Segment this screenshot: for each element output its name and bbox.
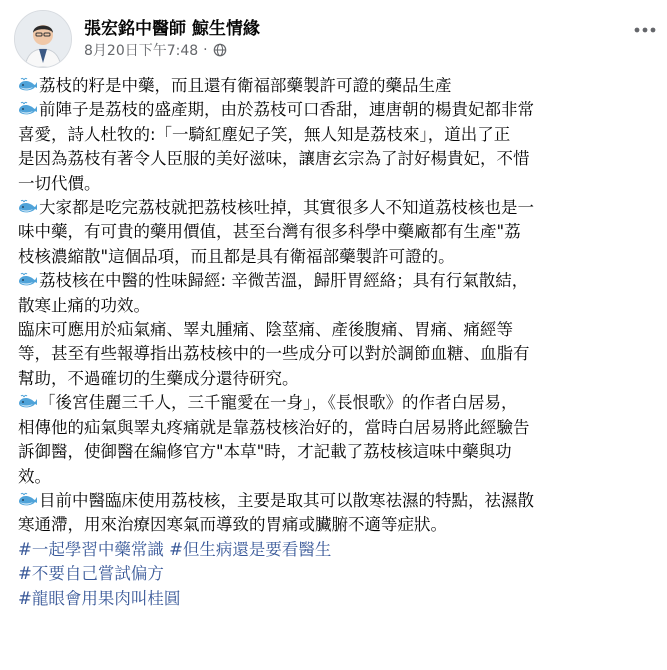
- author-avatar[interactable]: [14, 10, 72, 68]
- hashtag-link[interactable]: #不要自己嘗試偏方: [18, 564, 164, 584]
- post-paragraph: [18, 489, 658, 538]
- text-line-content: 味中藥，有可貴的藥用價值，甚至台灣有很多科學中藥廠都有生產"荔: [18, 222, 521, 242]
- text-line: [18, 416, 658, 440]
- post-paragraph: [18, 391, 658, 489]
- text-line-content: 一切代價。: [18, 173, 101, 193]
- text-line: [18, 318, 658, 342]
- text-line-content: 「後宮佳麗三千人，三千寵愛在一身」，《長恨歌》的作者白居易，: [39, 393, 518, 413]
- post-paragraph: [18, 196, 658, 269]
- text-line: [18, 367, 658, 391]
- text-line-content: 訴御醫，使御醫在編修官方"本草"時，才記載了荔枝核這味中藥與功: [18, 442, 512, 462]
- text-line: [18, 98, 658, 122]
- avatar-portrait: [15, 11, 71, 67]
- text-line-content: 喜愛，詩人杜牧的:「一騎紅塵妃子笑，無人知是荔枝來」，道出了正: [18, 124, 511, 144]
- hashtag-link[interactable]: #龍眼會用果肉叫桂圓: [18, 588, 181, 608]
- text-line-content: 寒通滯，用來治療因寒氣而導致的胃痛或臟腑不適等症狀。: [18, 515, 447, 535]
- text-line-content: 目前中醫臨床使用荔枝核，主要是取其可以散寒祛濕的特點，祛濕散: [39, 490, 534, 510]
- text-line-content: 大家都是吃完荔枝就把荔枝核吐掉，其實很多人不知道荔枝核也是一: [39, 198, 534, 218]
- text-line: [18, 196, 658, 220]
- text-line: [18, 220, 658, 244]
- text-line-content: 是因為荔枝有著令人臣服的美好滋味，讓唐玄宗為了討好楊貴妃，不惜: [18, 149, 530, 169]
- whale-icon: [18, 394, 38, 410]
- hashtag-line: [18, 562, 658, 586]
- text-line-content: 荔枝核在中醫的性味歸經: 辛微苦溫，歸肝胃經絡；具有行氣散結，: [39, 271, 529, 291]
- whale-icon: [18, 272, 38, 288]
- text-line: [18, 391, 658, 415]
- post-paragraph: [18, 74, 658, 98]
- text-line: [18, 147, 658, 171]
- post-header: [14, 10, 654, 62]
- whale-icon: [18, 199, 38, 215]
- meta-separator: ·: [203, 42, 208, 58]
- text-line: [18, 294, 658, 318]
- post-meta: [84, 40, 227, 60]
- hashtag-link[interactable]: #但生病還是要看醫生: [169, 539, 332, 559]
- post-paragraph: [18, 269, 658, 318]
- text-line: [18, 342, 658, 366]
- post-timestamp[interactable]: 8月20日下午7:48: [84, 43, 199, 59]
- post-paragraph: [18, 98, 658, 196]
- author-name[interactable]: 張宏銘中醫師 鯨生情緣: [84, 19, 260, 39]
- text-line: [18, 489, 658, 513]
- whale-icon: [18, 101, 38, 117]
- more-options-icon[interactable]: [630, 18, 660, 42]
- text-line: [18, 465, 658, 489]
- post-paragraph: [18, 318, 658, 391]
- text-line: [18, 269, 658, 293]
- whale-icon: [18, 492, 38, 508]
- text-line-content: 幫助，不過確切的生藥成分還待研究。: [18, 368, 299, 388]
- whale-icon: [18, 77, 38, 93]
- hashtag-line: [18, 538, 658, 562]
- text-line: [18, 172, 658, 196]
- text-line-content: 前陣子是荔枝的盛產期，由於荔枝可口香甜，連唐朝的楊貴妃都非常: [39, 100, 534, 120]
- text-line-content: 散寒止痛的功效。: [18, 295, 150, 315]
- text-line-content: 效。: [18, 466, 51, 486]
- text-line-content: 臨床可應用於疝氣痛、睪丸腫痛、陰莖痛、產後腹痛、胃痛、痛經等: [18, 320, 513, 340]
- hashtag-line: [18, 587, 658, 611]
- text-line-content: 等，甚至有些報導指出荔枝核中的一些成分可以對於調節血糖、血脂有: [18, 344, 530, 364]
- text-line-content: 枝核濃縮散"這個品項，而且都是具有衛福部藥製許可證的。: [18, 246, 455, 266]
- text-line-content: 相傳他的疝氣與睪丸疼痛就是靠荔枝核治好的，當時白居易將此經驗告: [18, 417, 530, 437]
- globe-icon[interactable]: [213, 43, 227, 57]
- text-line: [18, 74, 658, 98]
- post-body: [18, 74, 658, 611]
- text-line: [18, 245, 658, 269]
- text-line: [18, 513, 658, 537]
- text-line: [18, 123, 658, 147]
- text-line-content: 荔枝的籽是中藥，而且還有衛福部藥製許可證的藥品生產: [39, 76, 452, 95]
- text-line: [18, 440, 658, 464]
- hashtag-link[interactable]: #一起學習中藥常識: [18, 539, 164, 559]
